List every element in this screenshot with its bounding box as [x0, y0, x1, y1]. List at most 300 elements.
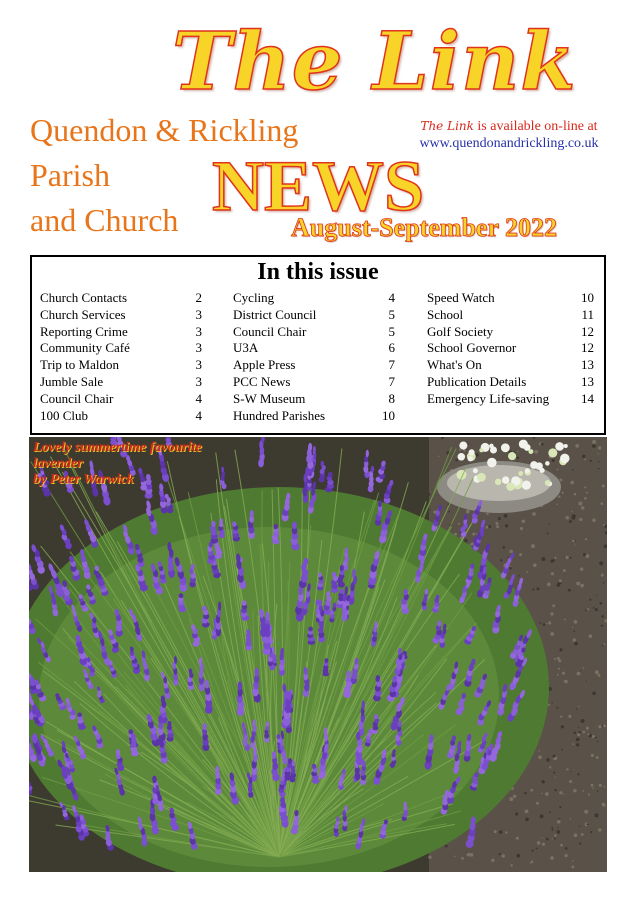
gravel-stone	[564, 619, 566, 621]
gravel-stone	[505, 524, 508, 527]
gravel-stone	[428, 493, 430, 495]
gravel-stone	[438, 456, 439, 457]
contents-item	[40, 357, 202, 374]
gravel-stone	[458, 523, 460, 525]
gravel-stone	[581, 833, 584, 836]
issue-date: August-September 2022	[291, 213, 558, 242]
gravel-stone	[509, 550, 513, 554]
gravel-stone	[576, 743, 579, 746]
gravel-stone	[573, 789, 576, 792]
contents-item	[40, 307, 202, 324]
gravel-stone	[563, 794, 564, 795]
gravel-stone	[581, 719, 585, 723]
gravel-stone	[524, 792, 526, 794]
gravel-stone	[548, 621, 551, 624]
white-flower	[519, 440, 528, 449]
gravel-stone	[549, 766, 551, 768]
gravel-stone	[476, 533, 478, 535]
gravel-stone	[572, 743, 574, 745]
gravel-stone	[557, 827, 558, 828]
contents-item-page: 11	[581, 306, 594, 322]
contents-item	[233, 340, 395, 357]
gravel-stone	[584, 458, 586, 460]
website-link[interactable]: www.quendonandrickling.co.uk	[419, 136, 599, 151]
gravel-stone	[595, 608, 598, 611]
contents-item-label: What's On	[427, 357, 482, 373]
gravel-stone	[552, 703, 553, 704]
gravel-stone	[547, 532, 549, 534]
white-flower	[506, 482, 514, 490]
white-flower	[555, 442, 564, 451]
gravel-stone	[540, 622, 542, 624]
gravel-stone	[586, 679, 588, 681]
gravel-stone	[581, 506, 585, 510]
white-flower	[468, 456, 473, 461]
gravel-stone	[592, 519, 596, 523]
gravel-stone	[547, 582, 551, 586]
gravel-stone	[590, 460, 592, 462]
white-flower	[495, 479, 502, 486]
gravel-stone	[551, 572, 554, 575]
gravel-stone	[505, 831, 507, 833]
gravel-stone	[576, 738, 580, 742]
contents-item-page: 3	[195, 323, 202, 339]
online-text: is available on-line at	[473, 119, 598, 134]
gravel-stone	[517, 461, 518, 462]
gravel-stone	[531, 850, 533, 852]
gravel-stone	[574, 620, 578, 624]
caption-line: lavender	[33, 456, 83, 471]
gravel-stone	[495, 522, 498, 525]
contents-item	[40, 340, 202, 357]
caption-line: by Peter Warwick	[33, 472, 134, 487]
gravel-stone	[604, 806, 605, 807]
white-flower	[564, 444, 568, 448]
gravel-stone	[541, 443, 544, 446]
gravel-stone	[538, 750, 540, 752]
gravel-stone	[598, 674, 601, 677]
church-word: and Church	[30, 202, 179, 238]
lavender-bud	[218, 602, 221, 611]
white-flower	[545, 461, 550, 466]
gravel-stone	[553, 772, 555, 774]
gravel-stone	[520, 527, 523, 530]
gravel-stone	[498, 517, 501, 520]
gravel-stone	[572, 627, 573, 628]
gravel-stone	[574, 732, 576, 734]
gravel-stone	[550, 632, 554, 636]
gravel-stone	[570, 771, 571, 772]
contents-item-page: 3	[195, 306, 202, 322]
contents-item-label: Golf Society	[427, 323, 494, 339]
gravel-stone	[470, 853, 474, 857]
contents-item	[427, 307, 594, 324]
gravel-stone	[558, 668, 560, 670]
white-flower	[490, 446, 497, 453]
gravel-stone	[540, 815, 544, 819]
gravel-stone	[564, 556, 565, 557]
gravel-stone	[464, 450, 466, 452]
gravel-stone	[499, 853, 501, 855]
contents-item-label: District Council	[233, 306, 317, 322]
gravel-stone	[554, 557, 556, 559]
gravel-stone	[579, 518, 582, 521]
contents-item-label: U3A	[233, 340, 259, 356]
contents-item-page: 7	[388, 357, 395, 373]
caption-line: Lovely summertime favourite	[33, 440, 202, 455]
gravel-stone	[598, 453, 600, 455]
gravel-stone	[587, 608, 589, 610]
gravel-stone	[576, 708, 577, 709]
gravel-stone	[588, 794, 590, 796]
gravel-stone	[459, 449, 461, 451]
contents-item-label: 100 Club	[40, 407, 89, 423]
gravel-stone	[603, 582, 605, 584]
lavender-bud	[199, 657, 202, 666]
contents-item-page: 7	[388, 373, 395, 389]
gravel-stone	[522, 520, 525, 523]
gravel-stone	[546, 758, 550, 762]
contents-item-label: Reporting Crime	[40, 323, 128, 339]
contents-item-label: School Governor	[427, 340, 517, 356]
contents-item	[233, 357, 395, 374]
gravel-stone	[577, 672, 581, 676]
gravel-stone	[502, 546, 505, 549]
gravel-stone	[587, 733, 589, 735]
gravel-stone	[591, 754, 594, 757]
gravel-stone	[466, 853, 470, 857]
gravel-stone	[554, 834, 557, 837]
contents-item-page: 4	[388, 290, 395, 305]
white-flower	[508, 452, 516, 460]
gravel-stone	[486, 526, 489, 529]
contents-item	[233, 290, 395, 307]
gravel-stone	[573, 630, 575, 632]
gravel-stone	[577, 733, 580, 736]
gravel-stone	[592, 440, 596, 444]
gravel-stone	[568, 715, 571, 718]
gravel-stone	[583, 731, 586, 734]
gravel-stone	[559, 479, 562, 482]
news-heading: NEWS	[212, 146, 425, 226]
gravel-stone	[532, 588, 534, 590]
contents-item	[40, 290, 202, 307]
gravel-stone	[488, 525, 491, 528]
contents-box	[30, 255, 606, 435]
gravel-stone	[592, 444, 596, 448]
contents-item-page: 12	[581, 340, 594, 356]
gravel-stone	[599, 561, 603, 565]
gravel-stone	[571, 511, 572, 512]
gravel-stone	[509, 567, 512, 570]
white-flower	[525, 468, 530, 473]
gravel-stone	[510, 864, 512, 866]
gravel-stone	[603, 724, 606, 727]
gravel-stone	[551, 829, 553, 831]
contents-item-label: Trip to Maldon	[40, 357, 119, 373]
contents-item-page: 13	[581, 357, 594, 373]
gravel-stone	[557, 657, 560, 660]
gravel-stone	[494, 830, 497, 833]
gravel-stone	[554, 838, 556, 840]
contents-item	[40, 374, 202, 391]
gravel-stone	[590, 784, 593, 787]
gravel-stone	[508, 556, 510, 558]
gravel-stone	[598, 446, 601, 449]
gravel-stone	[595, 737, 597, 739]
gravel-stone	[597, 741, 599, 743]
lavender-photo	[29, 437, 607, 872]
gravel-stone	[504, 514, 508, 518]
gravel-stone	[445, 845, 448, 848]
gravel-stone	[595, 670, 599, 674]
contents-item-page: 5	[388, 306, 395, 322]
white-flower	[487, 458, 497, 468]
gravel-stone	[536, 802, 539, 805]
gravel-stone	[574, 493, 577, 496]
gravel-stone	[525, 810, 529, 814]
gravel-stone	[601, 615, 604, 618]
gravel-stone	[586, 492, 588, 494]
gravel-stone	[583, 667, 585, 669]
gravel-stone	[537, 841, 541, 845]
gravel-stone	[600, 502, 603, 505]
contents-item	[40, 408, 202, 425]
gravel-stone	[564, 680, 567, 683]
contents-item-page: 14	[581, 390, 594, 406]
gravel-stone	[580, 584, 584, 588]
gravel-stone	[542, 837, 543, 838]
white-flower	[473, 468, 478, 473]
gravel-stone	[602, 804, 604, 806]
gravel-stone	[516, 837, 519, 840]
gravel-stone	[491, 859, 494, 862]
white-flower	[528, 449, 533, 454]
contents-column-2	[233, 290, 395, 424]
online-notice	[411, 118, 607, 152]
contents-item-page: 5	[388, 323, 395, 339]
gravel-stone	[541, 557, 545, 561]
gravel-stone	[575, 444, 579, 448]
gravel-stone	[559, 806, 561, 808]
gravel-stone	[574, 642, 578, 646]
gravel-stone	[546, 838, 549, 841]
gravel-stone	[534, 450, 538, 454]
gravel-stone	[533, 563, 537, 567]
white-flower	[479, 448, 483, 452]
parish-word: Parish	[30, 157, 110, 193]
gravel-stone	[554, 658, 556, 660]
contents-item-label: School	[427, 306, 464, 322]
white-flower	[459, 442, 467, 450]
contents-column-3	[427, 290, 594, 408]
gravel-stone	[599, 784, 602, 787]
lavender-bud	[356, 732, 360, 741]
gravel-stone	[549, 811, 551, 813]
gravel-stone	[598, 725, 601, 728]
masthead-title: The Link	[172, 14, 577, 108]
contents-item-label: Emergency Life-saving	[427, 390, 550, 406]
gravel-stone	[553, 559, 555, 561]
gravel-stone	[552, 604, 555, 607]
gravel-stone	[592, 787, 594, 789]
white-flower	[469, 449, 475, 455]
gravel-stone	[585, 609, 587, 611]
contents-item-label: Church Contacts	[40, 290, 128, 305]
contents-item	[233, 374, 395, 391]
contents-column-1	[40, 290, 202, 424]
gravel-stone	[602, 485, 605, 488]
gravel-stone	[584, 486, 586, 488]
contents-item-page: 13	[581, 373, 594, 389]
gravel-stone	[556, 503, 558, 505]
contents-item	[427, 324, 594, 341]
gravel-stone	[601, 625, 603, 627]
gravel-stone	[565, 516, 568, 519]
gravel-stone	[562, 492, 564, 494]
gravel-stone	[598, 461, 599, 462]
gravel-stone	[558, 495, 561, 498]
contents-item-label: Council Chair	[233, 323, 307, 339]
gravel-stone	[582, 790, 584, 792]
gravel-stone	[530, 789, 533, 792]
gravel-stone	[578, 501, 582, 505]
contents-item	[233, 307, 395, 324]
gravel-stone	[513, 795, 516, 798]
gravel-stone	[572, 540, 575, 543]
gravel-stone	[525, 818, 529, 822]
gravel-stone	[543, 623, 546, 626]
gravel-stone	[590, 831, 592, 833]
contents-item-page: 3	[195, 357, 202, 373]
gravel-stone	[572, 860, 574, 862]
gravel-stone	[546, 623, 547, 624]
contents-item-label: PCC News	[233, 373, 291, 389]
contents-item	[233, 408, 395, 425]
contents-item	[427, 374, 594, 391]
gravel-stone	[570, 818, 572, 820]
gravel-stone	[580, 670, 581, 671]
gravel-stone	[550, 856, 554, 860]
gravel-stone	[552, 459, 555, 462]
white-flower	[560, 454, 569, 463]
contents-item-label: Community Café	[40, 340, 130, 356]
contents-item	[427, 391, 594, 408]
gravel-stone	[565, 556, 568, 559]
online-brand: The Link	[420, 119, 474, 133]
gravel-stone	[548, 704, 550, 706]
gravel-stone	[589, 634, 593, 638]
gravel-stone	[568, 589, 571, 592]
gravel-stone	[519, 553, 522, 556]
contents-item-page: 2	[195, 290, 202, 305]
contents-item-label: Hundred Parishes	[233, 407, 326, 423]
gravel-stone	[578, 706, 580, 708]
gravel-stone	[584, 497, 587, 500]
gravel-stone	[466, 509, 470, 513]
gravel-stone	[517, 450, 519, 452]
gravel-stone	[601, 574, 604, 577]
gravel-stone	[541, 780, 544, 783]
gravel-stone	[571, 865, 574, 868]
gravel-stone	[579, 842, 581, 844]
gravel-stone	[551, 827, 553, 829]
contents-item-page: 10	[581, 290, 594, 305]
gravel-stone	[561, 749, 563, 751]
white-flower	[502, 476, 509, 483]
gravel-stone	[448, 511, 450, 513]
gravel-stone	[454, 856, 455, 857]
gravel-stone	[557, 583, 561, 587]
gravel-stone	[569, 780, 572, 783]
gravel-stone	[530, 862, 531, 863]
gravel-stone	[599, 602, 602, 605]
gravel-stone	[569, 520, 572, 523]
gravel-stone	[455, 459, 458, 462]
gravel-stone	[549, 524, 550, 525]
gravel-stone	[486, 513, 488, 515]
gravel-stone	[468, 443, 469, 444]
gravel-stone	[559, 579, 562, 582]
gravel-stone	[538, 755, 542, 759]
gravel-stone	[557, 469, 559, 471]
gravel-stone	[532, 512, 536, 516]
contents-item-label: Church Services	[40, 306, 126, 322]
gravel-stone	[515, 813, 518, 816]
gravel-stone	[536, 587, 539, 590]
gravel-stone	[582, 455, 585, 458]
lavender-bud	[215, 766, 219, 774]
gravel-stone	[461, 857, 464, 860]
gravel-stone	[557, 820, 561, 824]
gravel-stone	[554, 789, 556, 791]
contents-item-page: 12	[581, 323, 594, 339]
contents-item-page: 3	[195, 373, 202, 389]
gravel-stone	[470, 543, 472, 545]
gravel-stone	[572, 469, 574, 471]
contents-item-page: 6	[388, 340, 395, 356]
contents-item-label: Cycling	[233, 290, 275, 305]
contents-item	[427, 290, 594, 307]
gravel-stone	[527, 571, 529, 573]
gravel-stone	[589, 599, 591, 601]
contents-item	[40, 391, 202, 408]
gravel-stone	[597, 791, 598, 792]
gravel-stone	[586, 554, 590, 558]
gravel-stone	[571, 516, 575, 520]
contents-item-label: Publication Details	[427, 373, 527, 389]
gravel-stone	[578, 727, 579, 728]
gravel-stone	[559, 648, 562, 651]
gravel-stone	[586, 727, 589, 730]
gravel-stone	[560, 715, 562, 717]
gravel-stone	[472, 533, 475, 536]
gravel-stone	[602, 645, 604, 647]
contents-item-label: Apple Press	[233, 357, 296, 373]
gravel-stone	[557, 674, 559, 676]
gravel-stone	[584, 810, 588, 814]
gravel-stone	[576, 581, 580, 585]
white-flower	[477, 473, 486, 482]
gravel-stone	[562, 672, 565, 675]
gravel-stone	[580, 567, 583, 570]
gravel-stone	[429, 509, 430, 510]
contents-item	[233, 391, 395, 408]
white-flower	[458, 453, 466, 461]
gravel-stone	[577, 773, 579, 775]
gravel-stone	[585, 538, 587, 540]
gravel-stone	[598, 828, 601, 831]
